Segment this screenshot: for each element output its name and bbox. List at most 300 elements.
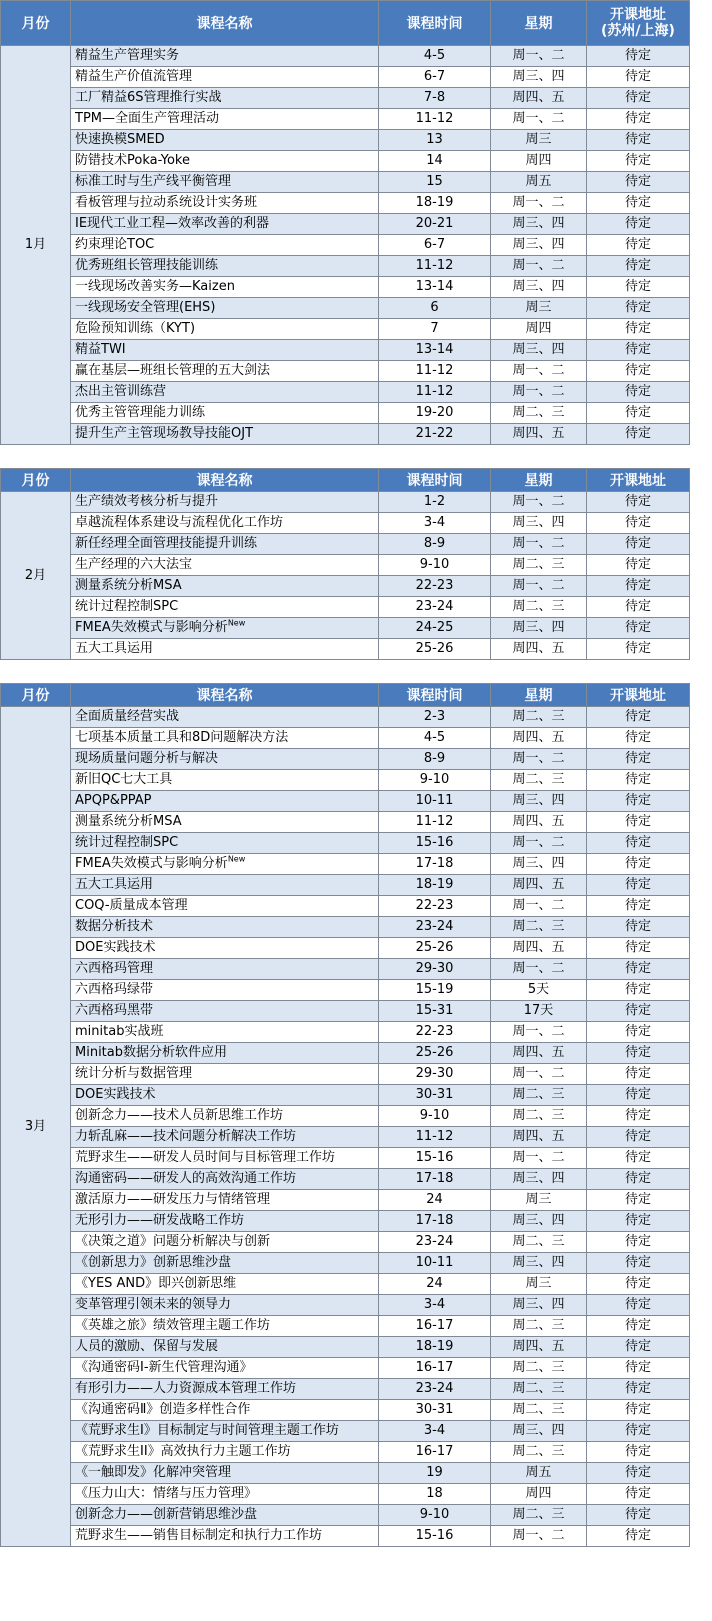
course-name-cell — [71, 403, 379, 424]
course-name-cell — [71, 1211, 379, 1232]
course-time-cell: 11-12 — [379, 361, 491, 382]
table-row — [1, 130, 690, 151]
location-cell: 待定 — [587, 1442, 690, 1463]
course-name-cell — [71, 618, 379, 639]
course-name: 《荒野求生I》目标制定与时间管理主题工作坊 — [75, 1423, 339, 1438]
table-row — [1, 534, 690, 555]
table-row — [1, 728, 690, 749]
location-cell: 待定 — [587, 492, 690, 513]
table-row — [1, 277, 690, 298]
course-name-cell — [71, 172, 379, 193]
course-name: 卓越流程体系建设与流程优化工作坊 — [75, 515, 284, 530]
table-row — [1, 875, 690, 896]
weekday-cell: 周三 — [491, 1274, 587, 1295]
course-name: 生产绩效考核分析与提升 — [75, 494, 219, 509]
location-cell: 待定 — [587, 1463, 690, 1484]
location-cell: 待定 — [587, 1022, 690, 1043]
location-cell: 待定 — [587, 340, 690, 361]
course-time-cell: 24 — [379, 1190, 491, 1211]
course-name: 危险预知训练（KYT) — [75, 321, 196, 336]
table-row — [1, 1400, 690, 1421]
weekday-cell: 周二、三 — [491, 917, 587, 938]
location-cell: 待定 — [587, 382, 690, 403]
section-gap — [0, 445, 690, 468]
location-cell: 待定 — [587, 424, 690, 445]
course-time-cell: 22-23 — [379, 1022, 491, 1043]
table-row — [1, 172, 690, 193]
header-row — [1, 1, 690, 46]
location-cell: 待定 — [587, 1106, 690, 1127]
location-cell: 待定 — [587, 1274, 690, 1295]
course-name: 精益生产价值流管理 — [75, 69, 193, 84]
weekday-cell: 周一、二 — [491, 361, 587, 382]
course-time-cell: 21-22 — [379, 424, 491, 445]
location-cell: 待定 — [587, 749, 690, 770]
table-row — [1, 1274, 690, 1295]
course-name: 看板管理与拉动系统设计实务班 — [75, 195, 258, 210]
weekday-cell: 周一、二 — [491, 109, 587, 130]
table-row — [1, 1505, 690, 1526]
course-time-cell: 11-12 — [379, 812, 491, 833]
location-cell: 待定 — [587, 917, 690, 938]
course-time-cell: 15-16 — [379, 1148, 491, 1169]
location-cell: 待定 — [587, 298, 690, 319]
course-time-cell: 10-11 — [379, 791, 491, 812]
course-name: 防错技术Poka-Yoke — [75, 153, 190, 168]
table-row — [1, 361, 690, 382]
table-row — [1, 492, 690, 513]
weekday-cell: 周二、三 — [491, 555, 587, 576]
course-time-cell: 23-24 — [379, 1379, 491, 1400]
course-name-cell — [71, 534, 379, 555]
location-cell: 待定 — [587, 1211, 690, 1232]
course-name-cell — [71, 555, 379, 576]
header-course-time: 课程时间 — [379, 684, 491, 707]
table-row — [1, 1169, 690, 1190]
location-cell: 待定 — [587, 1337, 690, 1358]
course-name: 优秀班组长管理技能训练 — [75, 258, 219, 273]
weekday-cell: 周四、五 — [491, 875, 587, 896]
weekday-cell: 周一、二 — [491, 492, 587, 513]
course-name: 有形引力——人力资源成本管理工作坊 — [75, 1381, 297, 1396]
course-name-cell — [71, 1169, 379, 1190]
course-name-cell — [71, 1358, 379, 1379]
course-time-cell: 15-16 — [379, 1526, 491, 1547]
table-row — [1, 555, 690, 576]
course-name: 《荒野求生II》高效执行力主题工作坊 — [75, 1444, 291, 1459]
course-name: FMEA失效模式与影响分析 — [75, 856, 228, 871]
table-row — [1, 597, 690, 618]
course-time-cell: 4-5 — [379, 728, 491, 749]
course-name-cell — [71, 1232, 379, 1253]
course-name-cell — [71, 875, 379, 896]
location-cell: 待定 — [587, 214, 690, 235]
header-location-label: 开课地址 — [610, 7, 666, 23]
table-row — [1, 340, 690, 361]
location-cell: 待定 — [587, 1232, 690, 1253]
table-row — [1, 193, 690, 214]
course-name: 现场质量问题分析与解决 — [75, 751, 219, 766]
course-name: 六西格玛黑带 — [75, 1003, 154, 1018]
course-name: 快速换模SMED — [75, 132, 165, 147]
course-time-cell: 13-14 — [379, 340, 491, 361]
weekday-cell: 周四 — [491, 319, 587, 340]
weekday-cell: 5天 — [491, 980, 587, 1001]
course-time-cell: 4-5 — [379, 46, 491, 67]
course-name-cell — [71, 382, 379, 403]
course-name: 人员的激励、保留与发展 — [75, 1339, 219, 1354]
schedule-table — [0, 683, 690, 1547]
course-name: 五大工具运用 — [75, 877, 154, 892]
course-time-cell: 13 — [379, 130, 491, 151]
course-name: 测量系统分析MSA — [75, 814, 182, 829]
table-row — [1, 1316, 690, 1337]
location-cell: 待定 — [587, 1400, 690, 1421]
header-location — [587, 1, 690, 46]
table-row — [1, 1295, 690, 1316]
weekday-cell: 周三 — [491, 130, 587, 151]
course-time-cell: 16-17 — [379, 1316, 491, 1337]
table-row — [1, 1421, 690, 1442]
weekday-cell: 周二、三 — [491, 1442, 587, 1463]
location-cell: 待定 — [587, 319, 690, 340]
course-name-cell — [71, 1043, 379, 1064]
course-name-cell — [71, 1526, 379, 1547]
month-cell: 3月 — [1, 707, 71, 1547]
course-time-cell: 18-19 — [379, 193, 491, 214]
table-row — [1, 1064, 690, 1085]
course-name: 荒野求生——研发人员时间与目标管理工作坊 — [75, 1150, 336, 1165]
course-time-cell: 17-18 — [379, 1169, 491, 1190]
course-time-cell: 22-23 — [379, 576, 491, 597]
course-time-cell: 18-19 — [379, 875, 491, 896]
course-time-cell: 18-19 — [379, 1337, 491, 1358]
course-name: 优秀主管管理能力训练 — [75, 405, 206, 420]
weekday-cell: 周三、四 — [491, 791, 587, 812]
weekday-cell: 周一、二 — [491, 382, 587, 403]
weekday-cell: 周三、四 — [491, 513, 587, 534]
course-name-cell — [71, 597, 379, 618]
table-row — [1, 1463, 690, 1484]
location-cell: 待定 — [587, 235, 690, 256]
course-name: DOE实践技术 — [75, 940, 156, 955]
course-name: 《沟通密码I-新生代管理沟通》 — [75, 1360, 253, 1375]
weekday-cell: 周一、二 — [491, 959, 587, 980]
course-time-cell: 1-2 — [379, 492, 491, 513]
table-row — [1, 67, 690, 88]
course-time-cell: 16-17 — [379, 1442, 491, 1463]
course-time-cell: 7 — [379, 319, 491, 340]
weekday-cell: 周四、五 — [491, 88, 587, 109]
course-name-cell — [71, 88, 379, 109]
course-time-cell: 19 — [379, 1463, 491, 1484]
course-name: 《YES AND》即兴创新思维 — [75, 1276, 237, 1291]
table-row — [1, 749, 690, 770]
header-month: 月份 — [1, 469, 71, 492]
table-row — [1, 151, 690, 172]
location-cell: 待定 — [587, 1358, 690, 1379]
table-row — [1, 1358, 690, 1379]
location-cell: 待定 — [587, 854, 690, 875]
course-name-cell — [71, 980, 379, 1001]
table-row — [1, 235, 690, 256]
course-name-cell — [71, 896, 379, 917]
course-name-cell — [71, 513, 379, 534]
course-time-cell: 10-11 — [379, 1253, 491, 1274]
weekday-cell: 周五 — [491, 172, 587, 193]
table-row — [1, 576, 690, 597]
weekday-cell: 周三、四 — [491, 1421, 587, 1442]
course-name-cell — [71, 151, 379, 172]
course-time-cell: 9-10 — [379, 555, 491, 576]
weekday-cell: 周一、二 — [491, 896, 587, 917]
location-cell: 待定 — [587, 576, 690, 597]
course-name-cell — [71, 130, 379, 151]
course-name: 标准工时与生产线平衡管理 — [75, 174, 232, 189]
location-cell: 待定 — [587, 812, 690, 833]
location-cell: 待定 — [587, 618, 690, 639]
course-name-cell — [71, 1064, 379, 1085]
location-cell: 待定 — [587, 1148, 690, 1169]
course-name-cell — [71, 1253, 379, 1274]
weekday-cell: 周二、三 — [491, 1106, 587, 1127]
location-cell: 待定 — [587, 1169, 690, 1190]
weekday-cell: 周三、四 — [491, 67, 587, 88]
weekday-cell: 周三 — [491, 1190, 587, 1211]
course-name-cell — [71, 214, 379, 235]
course-time-cell: 11-12 — [379, 109, 491, 130]
weekday-cell: 周二、三 — [491, 770, 587, 791]
course-name-cell — [71, 1001, 379, 1022]
course-name: APQP&PPAP — [75, 793, 152, 808]
course-name: 六西格玛管理 — [75, 961, 154, 976]
course-name-cell — [71, 1463, 379, 1484]
weekday-cell: 周四、五 — [491, 639, 587, 660]
location-cell: 待定 — [587, 256, 690, 277]
course-name-cell — [71, 728, 379, 749]
weekday-cell: 周四、五 — [491, 1127, 587, 1148]
table-row — [1, 1379, 690, 1400]
course-name-cell — [71, 639, 379, 660]
table-row — [1, 639, 690, 660]
table-row — [1, 1190, 690, 1211]
weekday-cell: 周三、四 — [491, 1253, 587, 1274]
course-name-cell — [71, 67, 379, 88]
course-name: 精益TWI — [75, 342, 126, 357]
course-name-cell — [71, 1274, 379, 1295]
table-row — [1, 812, 690, 833]
location-cell: 待定 — [587, 513, 690, 534]
table-row — [1, 1337, 690, 1358]
header-weekday: 星期 — [491, 684, 587, 707]
course-time-cell: 16-17 — [379, 1358, 491, 1379]
location-cell: 待定 — [587, 361, 690, 382]
location-cell: 待定 — [587, 1526, 690, 1547]
header-course-time: 课程时间 — [379, 1, 491, 46]
table-row — [1, 1127, 690, 1148]
course-name: 六西格玛绿带 — [75, 982, 154, 997]
table-row — [1, 1484, 690, 1505]
course-name-cell — [71, 812, 379, 833]
table-row — [1, 1106, 690, 1127]
course-time-cell: 25-26 — [379, 1043, 491, 1064]
weekday-cell: 周一、二 — [491, 1064, 587, 1085]
course-time-cell: 19-20 — [379, 403, 491, 424]
header-location: 开课地址 — [587, 469, 690, 492]
weekday-cell: 周三、四 — [491, 854, 587, 875]
header-weekday: 星期 — [491, 469, 587, 492]
location-cell: 待定 — [587, 403, 690, 424]
course-time-cell: 30-31 — [379, 1400, 491, 1421]
course-name: 《英雄之旅》绩效管理主题工作坊 — [75, 1318, 271, 1333]
course-name-cell — [71, 917, 379, 938]
course-time-cell: 15 — [379, 172, 491, 193]
location-cell: 待定 — [587, 88, 690, 109]
weekday-cell: 周二、三 — [491, 1379, 587, 1400]
weekday-cell: 17天 — [491, 1001, 587, 1022]
weekday-cell: 周一、二 — [491, 1148, 587, 1169]
weekday-cell: 周二、三 — [491, 403, 587, 424]
weekday-cell: 周三 — [491, 298, 587, 319]
course-name: 创新念力——创新营销思维沙盘 — [75, 1507, 258, 1522]
month-cell: 1月 — [1, 46, 71, 445]
table-row — [1, 1442, 690, 1463]
course-time-cell: 7-8 — [379, 88, 491, 109]
weekday-cell: 周二、三 — [491, 1358, 587, 1379]
table-row — [1, 1001, 690, 1022]
table-row — [1, 980, 690, 1001]
weekday-cell: 周一、二 — [491, 256, 587, 277]
course-name-cell — [71, 424, 379, 445]
course-time-cell: 24 — [379, 1274, 491, 1295]
course-name: 激活原力——研发压力与情绪管理 — [75, 1192, 271, 1207]
course-time-cell: 13-14 — [379, 277, 491, 298]
section-gap — [0, 660, 690, 683]
table-row — [1, 1085, 690, 1106]
location-cell: 待定 — [587, 1379, 690, 1400]
location-cell: 待定 — [587, 959, 690, 980]
course-name-cell — [71, 1484, 379, 1505]
table-row — [1, 791, 690, 812]
weekday-cell: 周三、四 — [491, 1295, 587, 1316]
course-name: Minitab数据分析软件应用 — [75, 1045, 227, 1060]
course-time-cell: 22-23 — [379, 896, 491, 917]
course-name: 变革管理引领未来的领导力 — [75, 1297, 232, 1312]
table-row — [1, 854, 690, 875]
location-cell: 待定 — [587, 46, 690, 67]
course-name-cell — [71, 298, 379, 319]
location-cell: 待定 — [587, 1190, 690, 1211]
weekday-cell: 周三、四 — [491, 214, 587, 235]
table-row — [1, 707, 690, 728]
location-cell: 待定 — [587, 1001, 690, 1022]
course-name-cell — [71, 749, 379, 770]
course-name: 全面质量经营实战 — [75, 709, 180, 724]
new-badge: New — [227, 618, 246, 628]
table-row — [1, 88, 690, 109]
course-name: minitab实战班 — [75, 1024, 164, 1039]
course-name-cell — [71, 1085, 379, 1106]
course-name: 约束理论TOC — [75, 237, 155, 252]
location-cell: 待定 — [587, 707, 690, 728]
course-time-cell: 23-24 — [379, 917, 491, 938]
course-time-cell: 23-24 — [379, 1232, 491, 1253]
header-month: 月份 — [1, 684, 71, 707]
table-row — [1, 959, 690, 980]
location-cell: 待定 — [587, 151, 690, 172]
course-name: IE现代工业工程—效率改善的利器 — [75, 216, 270, 231]
location-cell: 待定 — [587, 1253, 690, 1274]
course-time-cell: 29-30 — [379, 1064, 491, 1085]
weekday-cell: 周一、二 — [491, 534, 587, 555]
schedule-table — [0, 0, 690, 445]
table-row — [1, 1022, 690, 1043]
course-name-cell — [71, 1106, 379, 1127]
course-name: 新旧QC七大工具 — [75, 772, 173, 787]
header-course-name: 课程名称 — [71, 469, 379, 492]
course-name: 赢在基层—班组长管理的五大剑法 — [75, 363, 271, 378]
course-name: 一线现场改善实务—Kaizen — [75, 279, 235, 294]
location-cell: 待定 — [587, 639, 690, 660]
course-name: 提升生产主管现场教导技能OJT — [75, 426, 254, 441]
weekday-cell: 周一、二 — [491, 1022, 587, 1043]
weekday-cell: 周四、五 — [491, 938, 587, 959]
course-time-cell: 15-19 — [379, 980, 491, 1001]
header-course-time: 课程时间 — [379, 469, 491, 492]
location-cell: 待定 — [587, 770, 690, 791]
location-cell: 待定 — [587, 1316, 690, 1337]
table-row — [1, 214, 690, 235]
course-name: 统计过程控制SPC — [75, 835, 179, 850]
table-row — [1, 1526, 690, 1547]
weekday-cell: 周二、三 — [491, 1085, 587, 1106]
course-time-cell: 8-9 — [379, 749, 491, 770]
course-time-cell: 14 — [379, 151, 491, 172]
table-row — [1, 298, 690, 319]
course-name-cell — [71, 854, 379, 875]
weekday-cell: 周二、三 — [491, 1505, 587, 1526]
table-row — [1, 618, 690, 639]
course-name: 工厂精益6S管理推行实战 — [75, 90, 222, 105]
weekday-cell: 周四、五 — [491, 728, 587, 749]
course-name-cell — [71, 770, 379, 791]
table-row — [1, 256, 690, 277]
weekday-cell: 周四、五 — [491, 1043, 587, 1064]
weekday-cell: 周二、三 — [491, 1316, 587, 1337]
month-cell: 2月 — [1, 492, 71, 660]
course-name: 测量系统分析MSA — [75, 578, 182, 593]
course-name: COQ-质量成本管理 — [75, 898, 188, 913]
course-time-cell: 25-26 — [379, 639, 491, 660]
course-name-cell — [71, 235, 379, 256]
weekday-cell: 周二、三 — [491, 1400, 587, 1421]
course-name-cell — [71, 1190, 379, 1211]
course-time-cell: 11-12 — [379, 1127, 491, 1148]
course-time-cell: 15-31 — [379, 1001, 491, 1022]
course-name: 数据分析技术 — [75, 919, 154, 934]
course-name-cell — [71, 1316, 379, 1337]
course-name-cell — [71, 361, 379, 382]
location-cell: 待定 — [587, 938, 690, 959]
course-time-cell: 17-18 — [379, 854, 491, 875]
course-name-cell — [71, 1127, 379, 1148]
course-time-cell: 8-9 — [379, 534, 491, 555]
location-cell: 待定 — [587, 597, 690, 618]
course-time-cell: 3-4 — [379, 1295, 491, 1316]
course-time-cell: 3-4 — [379, 513, 491, 534]
course-name-cell — [71, 109, 379, 130]
location-cell: 待定 — [587, 728, 690, 749]
